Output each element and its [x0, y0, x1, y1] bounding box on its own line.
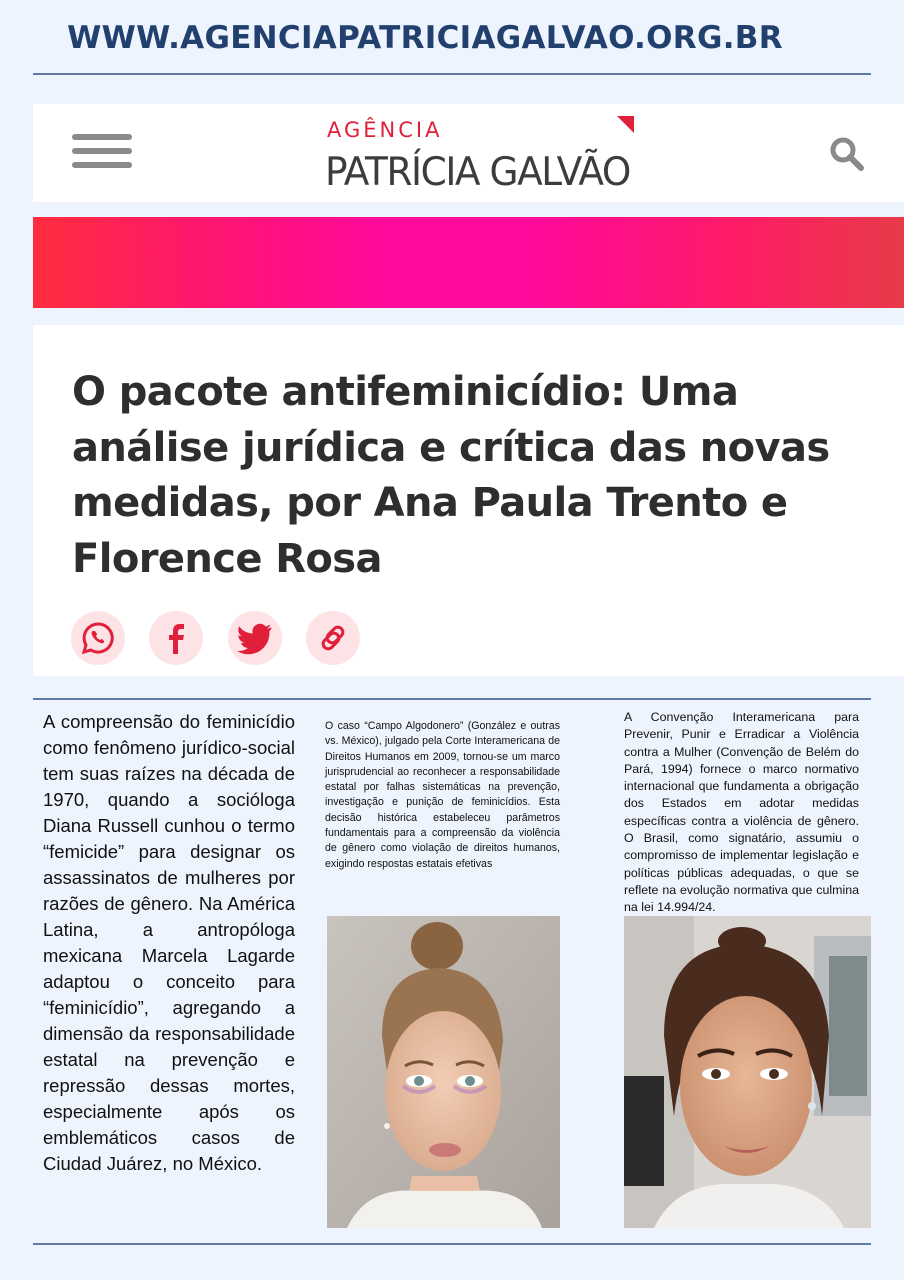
logo-agencia: AGÊNCIA [327, 118, 443, 142]
body-column-3: A Convenção Interamericana para Prevenir, Punir e Erradicar a Violência contra a Mulher (Convenção de Belém do Pará, 1994) fornece o marco normativo internacional que fundamenta a obrigação dos Estados em adotar medidas específicas contra a violência de gênero. O Brasil, como signatário, assumiu o compromisso de implementar legislação e políticas públicas adequadas, o que se reflete na evolução normativa que culmina na lei 14.994/24. [624, 710, 859, 915]
site-url[interactable]: WWW.AGENCIAPATRICIAGALVAO.ORG.BR [67, 20, 783, 56]
article-header [33, 325, 904, 676]
body-column-1: A compreensão do feminicídio como fenômeno jurídico-social tem suas raízes na década de 1970, quando a socióloga Diana Russell cunhou o termo “femicide” para designar os assassinatos de mulheres por razões de gênero. Na América Latina, a antropóloga mexicana Marcela Lagarde adaptou o conceito para “feminicídio”, agregando a dimensão da responsabilidade estatal na prevenção e repressão dessas mortes, especialmente após os emblemáticos casos de Ciudad Juárez, no México. [43, 711, 295, 1174]
banner-gradient [33, 217, 904, 308]
whatsapp-icon[interactable] [71, 611, 125, 665]
search-icon[interactable] [829, 136, 865, 172]
divider [33, 73, 871, 75]
divider [33, 1243, 871, 1245]
author-photo-1 [327, 916, 560, 1228]
author-photo-2 [624, 916, 871, 1228]
facebook-icon[interactable] [149, 611, 203, 665]
divider [33, 698, 871, 700]
link-icon[interactable] [306, 611, 360, 665]
hamburger-menu-icon[interactable] [72, 134, 132, 170]
site-header [33, 104, 904, 202]
article-title: O pacote antifeminicídio: Uma análise jurídica e crítica das novas medidas, por Ana Paula Trento e Florence Rosa [72, 369, 830, 582]
logo-name: PATRÍCIA GALVÃO [325, 150, 630, 195]
logo-flag-icon [617, 116, 634, 133]
twitter-icon[interactable] [228, 611, 282, 665]
body-column-2: O caso “Campo Algodonero” (González e outras vs. México), julgado pela Corte Interamericana de Direitos Humanos em 2009, tornou-se um marco jurisprudencial ao reconhecer a responsabilidade estatal por falhas sistemáticas na prevenção, investigação e punição de feminicídios. Esta decisão histórica estabeleceu parâmetros fundamentais para a compreensão da violência de gênero como violação de direitos humanos, exigindo respostas estatais efetivas [325, 720, 560, 870]
logo[interactable] [325, 116, 645, 196]
